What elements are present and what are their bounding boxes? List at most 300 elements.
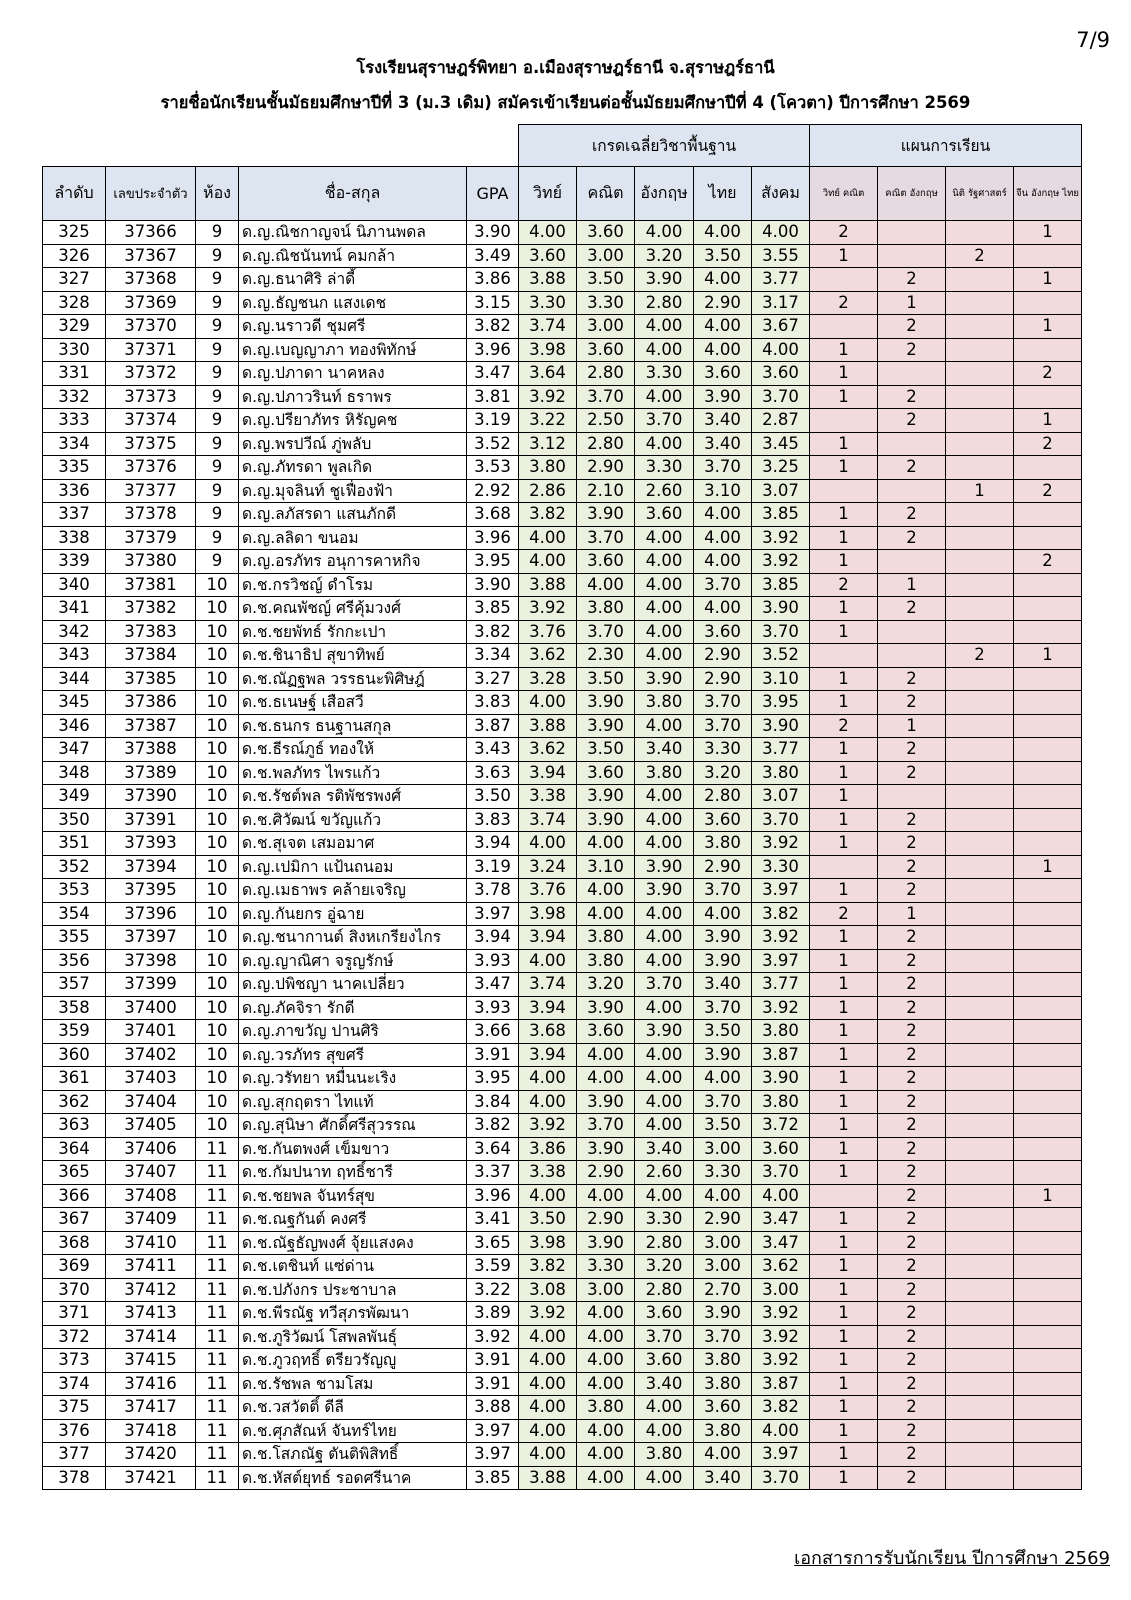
cell-room: 10: [196, 714, 239, 738]
cell-plan-chinese-eng-thai: [1014, 503, 1082, 527]
cell-gpa: 3.82: [467, 315, 519, 339]
cell-student-id: 37401: [106, 1020, 196, 1044]
cell-grade-english: 3.20: [635, 244, 694, 268]
cell-name: ด.ช.พีรณัฐ ทวีสุภรพัฒนา: [239, 1302, 467, 1326]
cell-grade-thai: 3.90: [694, 949, 752, 973]
cell-plan-law-polsci: [946, 1020, 1014, 1044]
cell-grade-english: 4.00: [635, 808, 694, 832]
cell-plan-sci-math: 1: [810, 738, 878, 762]
grade-group-header: เกรดเฉลี่ยวิชาพื้นฐาน: [519, 125, 810, 167]
cell-student-id: 37378: [106, 503, 196, 527]
cell-gpa: 3.19: [467, 409, 519, 433]
table-row: [43, 1043, 1082, 1067]
cell-plan-chinese-eng-thai: [1014, 902, 1082, 926]
cell-gpa: 2.92: [467, 479, 519, 503]
cell-gpa: 3.97: [467, 902, 519, 926]
cell-student-id: 37375: [106, 432, 196, 456]
cell-plan-sci-math: 1: [810, 1231, 878, 1255]
document-title: รายชื่อนักเรียนชั้นมัธยมศึกษาปีที่ 3 (ม.3 เดิม) สมัครเข้าเรียนต่อชั้นมัธยมศึกษาปีที่ 4 (โควตา) ปีการศึกษา 2569: [160, 93, 971, 112]
cell-gpa: 3.86: [467, 268, 519, 292]
cell-grade-math: 3.80: [577, 949, 635, 973]
cell-grade-science: 4.00: [519, 1184, 577, 1208]
cell-order: 364: [43, 1137, 106, 1161]
cell-plan-law-polsci: [946, 902, 1014, 926]
cell-plan-math-eng: 2: [878, 1090, 946, 1114]
cell-room: 10: [196, 1090, 239, 1114]
cell-gpa: 3.85: [467, 597, 519, 621]
cell-grade-thai: 2.80: [694, 785, 752, 809]
cell-student-id: 37385: [106, 667, 196, 691]
cell-student-id: 37398: [106, 949, 196, 973]
cell-student-id: 37404: [106, 1090, 196, 1114]
cell-grade-social: 3.80: [752, 1090, 810, 1114]
cell-grade-math: 3.90: [577, 503, 635, 527]
table-body: [43, 221, 1082, 1490]
cell-grade-english: 3.70: [635, 409, 694, 433]
cell-grade-science: 3.98: [519, 338, 577, 362]
cell-name: ด.ช.ชินาธิป สุขาทิพย์: [239, 644, 467, 668]
cell-name: ด.ช.ภูริวัฒน์ โสพลพันธุ์: [239, 1325, 467, 1349]
cell-plan-chinese-eng-thai: [1014, 1302, 1082, 1326]
cell-plan-math-eng: 2: [878, 456, 946, 480]
table-row: [43, 550, 1082, 574]
cell-plan-chinese-eng-thai: [1014, 949, 1082, 973]
cell-grade-social: 3.47: [752, 1231, 810, 1255]
cell-room: 11: [196, 1443, 239, 1467]
cell-plan-law-polsci: [946, 432, 1014, 456]
cell-plan-sci-math: 1: [810, 926, 878, 950]
table-row: [43, 456, 1082, 480]
school-title: โรงเรียนสุราษฎร์พิทยา อ.เมืองสุราษฎร์ธานี จ.สุราษฎร์ธานี: [356, 58, 775, 77]
cell-grade-math: 3.60: [577, 761, 635, 785]
cell-plan-chinese-eng-thai: [1014, 808, 1082, 832]
cell-plan-math-eng: 2: [878, 1278, 946, 1302]
cell-name: ด.ญ.ปภาวรินท์ ธราพร: [239, 385, 467, 409]
col-header-plan-math-eng: คณิต อังกฤษ: [878, 167, 946, 221]
cell-grade-english: 4.00: [635, 526, 694, 550]
cell-gpa: 3.91: [467, 1043, 519, 1067]
cell-grade-english: 2.80: [635, 291, 694, 315]
cell-order: 344: [43, 667, 106, 691]
cell-grade-thai: 3.70: [694, 714, 752, 738]
cell-room: 11: [196, 1208, 239, 1232]
cell-plan-math-eng: [878, 550, 946, 574]
cell-plan-math-eng: 2: [878, 1184, 946, 1208]
cell-name: ด.ช.รัชต์พล รติพัชรพงศ์: [239, 785, 467, 809]
cell-grade-thai: 3.70: [694, 1325, 752, 1349]
cell-grade-social: 4.00: [752, 338, 810, 362]
cell-plan-sci-math: 2: [810, 902, 878, 926]
cell-name: ด.ช.กัมปนาท ฤทธิ์ชารี: [239, 1161, 467, 1185]
cell-plan-math-eng: 2: [878, 926, 946, 950]
cell-order: 353: [43, 879, 106, 903]
cell-plan-law-polsci: [946, 1161, 1014, 1185]
cell-grade-science: 3.88: [519, 714, 577, 738]
cell-plan-math-eng: 2: [878, 1114, 946, 1138]
cell-room: 9: [196, 244, 239, 268]
cell-plan-sci-math: [810, 268, 878, 292]
cell-student-id: 37393: [106, 832, 196, 856]
cell-plan-chinese-eng-thai: [1014, 1231, 1082, 1255]
table-row: [43, 1020, 1082, 1044]
cell-plan-sci-math: [810, 644, 878, 668]
cell-plan-math-eng: 2: [878, 1372, 946, 1396]
cell-plan-law-polsci: [946, 338, 1014, 362]
cell-room: 11: [196, 1255, 239, 1279]
cell-student-id: 37400: [106, 996, 196, 1020]
cell-plan-law-polsci: [946, 761, 1014, 785]
cell-order: 350: [43, 808, 106, 832]
cell-plan-chinese-eng-thai: [1014, 691, 1082, 715]
cell-plan-chinese-eng-thai: [1014, 973, 1082, 997]
cell-grade-english: 4.00: [635, 221, 694, 245]
cell-gpa: 3.53: [467, 456, 519, 480]
cell-student-id: 37367: [106, 244, 196, 268]
cell-grade-math: 4.00: [577, 1325, 635, 1349]
table-row: [43, 291, 1082, 315]
cell-grade-math: 3.90: [577, 714, 635, 738]
cell-name: ด.ญ.เบญญาภา ทองพิทักษ์: [239, 338, 467, 362]
cell-grade-english: 3.80: [635, 761, 694, 785]
cell-grade-math: 3.90: [577, 1137, 635, 1161]
cell-grade-social: 3.77: [752, 268, 810, 292]
cell-plan-sci-math: 1: [810, 1302, 878, 1326]
cell-order: 346: [43, 714, 106, 738]
cell-plan-chinese-eng-thai: [1014, 1325, 1082, 1349]
table-row: [43, 855, 1082, 879]
cell-order: 374: [43, 1372, 106, 1396]
cell-room: 10: [196, 902, 239, 926]
cell-grade-math: 4.00: [577, 879, 635, 903]
cell-plan-law-polsci: [946, 714, 1014, 738]
table-row: [43, 1114, 1082, 1138]
cell-plan-sci-math: 1: [810, 526, 878, 550]
cell-grade-thai: 3.80: [694, 1419, 752, 1443]
cell-grade-math: 4.00: [577, 1443, 635, 1467]
cell-plan-chinese-eng-thai: [1014, 620, 1082, 644]
cell-gpa: 3.82: [467, 620, 519, 644]
cell-plan-chinese-eng-thai: [1014, 1020, 1082, 1044]
cell-name: ด.ญ.ณิชนันทน์ คมกล้า: [239, 244, 467, 268]
cell-plan-chinese-eng-thai: [1014, 996, 1082, 1020]
cell-order: 377: [43, 1443, 106, 1467]
cell-room: 9: [196, 291, 239, 315]
cell-grade-math: 3.70: [577, 1114, 635, 1138]
cell-grade-science: 4.00: [519, 1090, 577, 1114]
cell-plan-sci-math: 1: [810, 949, 878, 973]
col-header-student-id: เลขประจำตัว: [106, 167, 196, 221]
col-header-math: คณิต: [577, 167, 635, 221]
cell-room: 10: [196, 808, 239, 832]
cell-gpa: 3.93: [467, 996, 519, 1020]
cell-room: 9: [196, 385, 239, 409]
cell-grade-thai: 4.00: [694, 268, 752, 292]
cell-name: ด.ญ.มุจลินท์ ชูเฟื่องฟ้า: [239, 479, 467, 503]
col-header-thai: ไทย: [694, 167, 752, 221]
cell-plan-chinese-eng-thai: 2: [1014, 432, 1082, 456]
cell-grade-science: 3.94: [519, 761, 577, 785]
cell-grade-social: 3.17: [752, 291, 810, 315]
cell-grade-social: 3.97: [752, 1443, 810, 1467]
cell-grade-social: 3.10: [752, 667, 810, 691]
cell-grade-math: 3.60: [577, 550, 635, 574]
table-row: [43, 1443, 1082, 1467]
cell-grade-english: 4.00: [635, 1466, 694, 1490]
cell-room: 11: [196, 1161, 239, 1185]
cell-grade-math: 3.60: [577, 221, 635, 245]
cell-name: ด.ช.ธนกร ธนฐานสกุล: [239, 714, 467, 738]
cell-plan-chinese-eng-thai: 1: [1014, 409, 1082, 433]
cell-gpa: 3.22: [467, 1278, 519, 1302]
cell-student-id: 37413: [106, 1302, 196, 1326]
cell-order: 363: [43, 1114, 106, 1138]
cell-student-id: 37387: [106, 714, 196, 738]
cell-grade-social: 3.82: [752, 1396, 810, 1420]
cell-plan-law-polsci: [946, 879, 1014, 903]
cell-plan-math-eng: 2: [878, 973, 946, 997]
cell-grade-social: 3.85: [752, 573, 810, 597]
cell-grade-english: 4.00: [635, 996, 694, 1020]
col-header-plan-sci-math: วิทย์ คณิต: [810, 167, 878, 221]
cell-plan-law-polsci: [946, 573, 1014, 597]
cell-grade-math: 3.80: [577, 1396, 635, 1420]
cell-room: 11: [196, 1302, 239, 1326]
cell-plan-law-polsci: [946, 1325, 1014, 1349]
cell-student-id: 37405: [106, 1114, 196, 1138]
cell-grade-math: 4.00: [577, 1372, 635, 1396]
cell-plan-chinese-eng-thai: [1014, 1208, 1082, 1232]
cell-name: ด.ญ.สุนิษา ศักดิ์ศรีสุวรรณ: [239, 1114, 467, 1138]
cell-grade-social: 3.97: [752, 879, 810, 903]
cell-room: 10: [196, 761, 239, 785]
cell-grade-thai: 3.70: [694, 1090, 752, 1114]
cell-grade-math: 3.50: [577, 738, 635, 762]
cell-grade-math: 3.80: [577, 926, 635, 950]
cell-plan-sci-math: 1: [810, 597, 878, 621]
cell-room: 9: [196, 409, 239, 433]
cell-order: 340: [43, 573, 106, 597]
cell-plan-math-eng: [878, 244, 946, 268]
cell-plan-law-polsci: [946, 949, 1014, 973]
cell-grade-thai: 3.30: [694, 1161, 752, 1185]
cell-order: 343: [43, 644, 106, 668]
cell-room: 11: [196, 1372, 239, 1396]
cell-grade-thai: 3.40: [694, 1466, 752, 1490]
cell-grade-science: 3.92: [519, 1302, 577, 1326]
cell-grade-social: 3.80: [752, 761, 810, 785]
cell-plan-law-polsci: [946, 1466, 1014, 1490]
cell-gpa: 3.96: [467, 526, 519, 550]
cell-gpa: 3.87: [467, 714, 519, 738]
cell-plan-sci-math: 1: [810, 1419, 878, 1443]
table-row: [43, 1396, 1082, 1420]
cell-name: ด.ช.ปภังกร ประชาบาล: [239, 1278, 467, 1302]
cell-plan-chinese-eng-thai: [1014, 1067, 1082, 1091]
cell-gpa: 3.47: [467, 973, 519, 997]
table-row: [43, 761, 1082, 785]
cell-grade-thai: 3.60: [694, 362, 752, 386]
cell-grade-thai: 4.00: [694, 1443, 752, 1467]
cell-student-id: 37403: [106, 1067, 196, 1091]
cell-plan-law-polsci: [946, 409, 1014, 433]
cell-plan-math-eng: 2: [878, 315, 946, 339]
cell-plan-chinese-eng-thai: 2: [1014, 479, 1082, 503]
table-row: [43, 1184, 1082, 1208]
cell-room: 10: [196, 926, 239, 950]
cell-room: 11: [196, 1419, 239, 1443]
cell-gpa: 3.59: [467, 1255, 519, 1279]
cell-plan-chinese-eng-thai: [1014, 1443, 1082, 1467]
cell-plan-law-polsci: [946, 1208, 1014, 1232]
cell-grade-science: 3.38: [519, 1161, 577, 1185]
cell-grade-math: 3.90: [577, 785, 635, 809]
cell-plan-chinese-eng-thai: [1014, 597, 1082, 621]
table-row: [43, 1372, 1082, 1396]
cell-order: 372: [43, 1325, 106, 1349]
cell-grade-math: 4.00: [577, 1349, 635, 1373]
cell-order: 333: [43, 409, 106, 433]
cell-grade-thai: 3.50: [694, 244, 752, 268]
table-row: [43, 315, 1082, 339]
table-row: [43, 338, 1082, 362]
cell-name: ด.ญ.วรัทยา หมื่นนะเริง: [239, 1067, 467, 1091]
cell-student-id: 37395: [106, 879, 196, 903]
cell-gpa: 3.81: [467, 385, 519, 409]
cell-grade-thai: 2.70: [694, 1278, 752, 1302]
cell-grade-math: 3.00: [577, 1278, 635, 1302]
cell-grade-science: 3.38: [519, 785, 577, 809]
cell-grade-social: 3.00: [752, 1278, 810, 1302]
cell-gpa: 3.19: [467, 855, 519, 879]
cell-grade-english: 3.90: [635, 879, 694, 903]
cell-grade-thai: 3.80: [694, 832, 752, 856]
cell-name: ด.ญ.กันยกร อู่ฉาย: [239, 902, 467, 926]
cell-plan-law-polsci: [946, 503, 1014, 527]
cell-grade-social: 3.90: [752, 597, 810, 621]
cell-plan-math-eng: 2: [878, 1302, 946, 1326]
cell-plan-law-polsci: [946, 597, 1014, 621]
cell-grade-science: 3.28: [519, 667, 577, 691]
plan-group-header: แผนการเรียน: [810, 125, 1082, 167]
cell-plan-chinese-eng-thai: [1014, 526, 1082, 550]
cell-room: 9: [196, 221, 239, 245]
cell-name: ด.ญ.ลลิดา ขนอม: [239, 526, 467, 550]
table-row: [43, 1302, 1082, 1326]
cell-grade-english: 4.00: [635, 432, 694, 456]
cell-order: 342: [43, 620, 106, 644]
cell-grade-thai: 2.90: [694, 291, 752, 315]
cell-room: 11: [196, 1325, 239, 1349]
cell-student-id: 37386: [106, 691, 196, 715]
cell-grade-thai: 3.40: [694, 973, 752, 997]
cell-gpa: 3.84: [467, 1090, 519, 1114]
cell-name: ด.ญ.อรภัทร อนุการคาหกิจ: [239, 550, 467, 574]
cell-grade-science: 3.92: [519, 597, 577, 621]
cell-plan-math-eng: 2: [878, 1349, 946, 1373]
cell-grade-social: 3.92: [752, 1302, 810, 1326]
cell-plan-sci-math: 1: [810, 550, 878, 574]
cell-grade-social: 3.82: [752, 902, 810, 926]
cell-gpa: 3.97: [467, 1419, 519, 1443]
cell-grade-english: 3.20: [635, 1255, 694, 1279]
cell-grade-science: 3.92: [519, 1114, 577, 1138]
cell-name: ด.ช.หัสต์ยุทธ์ รอดศรีนาค: [239, 1466, 467, 1490]
table-row: [43, 1419, 1082, 1443]
table-row: [43, 1325, 1082, 1349]
cell-plan-math-eng: [878, 785, 946, 809]
cell-grade-math: 3.30: [577, 1255, 635, 1279]
table-row: [43, 503, 1082, 527]
cell-room: 10: [196, 1114, 239, 1138]
cell-gpa: 3.37: [467, 1161, 519, 1185]
cell-plan-chinese-eng-thai: [1014, 1090, 1082, 1114]
cell-grade-social: 3.77: [752, 738, 810, 762]
cell-grade-social: 3.92: [752, 1349, 810, 1373]
table-row: [43, 1349, 1082, 1373]
cell-student-id: 37381: [106, 573, 196, 597]
cell-grade-science: 4.00: [519, 832, 577, 856]
cell-room: 10: [196, 738, 239, 762]
cell-plan-math-eng: 2: [878, 503, 946, 527]
cell-plan-sci-math: 2: [810, 221, 878, 245]
cell-grade-science: 4.00: [519, 526, 577, 550]
cell-plan-chinese-eng-thai: 1: [1014, 221, 1082, 245]
cell-grade-english: 2.80: [635, 1231, 694, 1255]
cell-plan-law-polsci: [946, 362, 1014, 386]
cell-grade-english: 4.00: [635, 949, 694, 973]
table-row: [43, 597, 1082, 621]
cell-grade-english: 3.60: [635, 503, 694, 527]
cell-student-id: 37408: [106, 1184, 196, 1208]
cell-gpa: 3.66: [467, 1020, 519, 1044]
cell-plan-law-polsci: [946, 268, 1014, 292]
table-row: [43, 244, 1082, 268]
cell-plan-law-polsci: [946, 620, 1014, 644]
cell-name: ด.ญ.สุกฤตรา ไทแท้: [239, 1090, 467, 1114]
cell-plan-chinese-eng-thai: [1014, 667, 1082, 691]
cell-grade-thai: 3.20: [694, 761, 752, 785]
cell-grade-thai: 3.40: [694, 409, 752, 433]
cell-student-id: 37368: [106, 268, 196, 292]
cell-order: 327: [43, 268, 106, 292]
table-row: [43, 1090, 1082, 1114]
cell-order: 326: [43, 244, 106, 268]
cell-grade-english: 4.00: [635, 573, 694, 597]
table-row: [43, 1161, 1082, 1185]
table-row: [43, 620, 1082, 644]
cell-room: 10: [196, 1043, 239, 1067]
cell-grade-math: 3.90: [577, 808, 635, 832]
cell-plan-law-polsci: [946, 691, 1014, 715]
cell-student-id: 37397: [106, 926, 196, 950]
cell-name: ด.ช.สุเจต เสมอมาศ: [239, 832, 467, 856]
col-header-room: ห้อง: [196, 167, 239, 221]
cell-grade-thai: 4.00: [694, 221, 752, 245]
cell-plan-sci-math: 1: [810, 761, 878, 785]
cell-plan-chinese-eng-thai: [1014, 338, 1082, 362]
table-row: [43, 1466, 1082, 1490]
cell-plan-chinese-eng-thai: [1014, 832, 1082, 856]
cell-gpa: 3.85: [467, 1466, 519, 1490]
cell-grade-english: 2.60: [635, 479, 694, 503]
cell-plan-chinese-eng-thai: [1014, 1137, 1082, 1161]
cell-grade-social: 3.85: [752, 503, 810, 527]
cell-plan-math-eng: 2: [878, 832, 946, 856]
cell-plan-chinese-eng-thai: 1: [1014, 855, 1082, 879]
cell-grade-thai: 3.90: [694, 385, 752, 409]
cell-grade-social: 3.47: [752, 1208, 810, 1232]
cell-order: 378: [43, 1466, 106, 1490]
